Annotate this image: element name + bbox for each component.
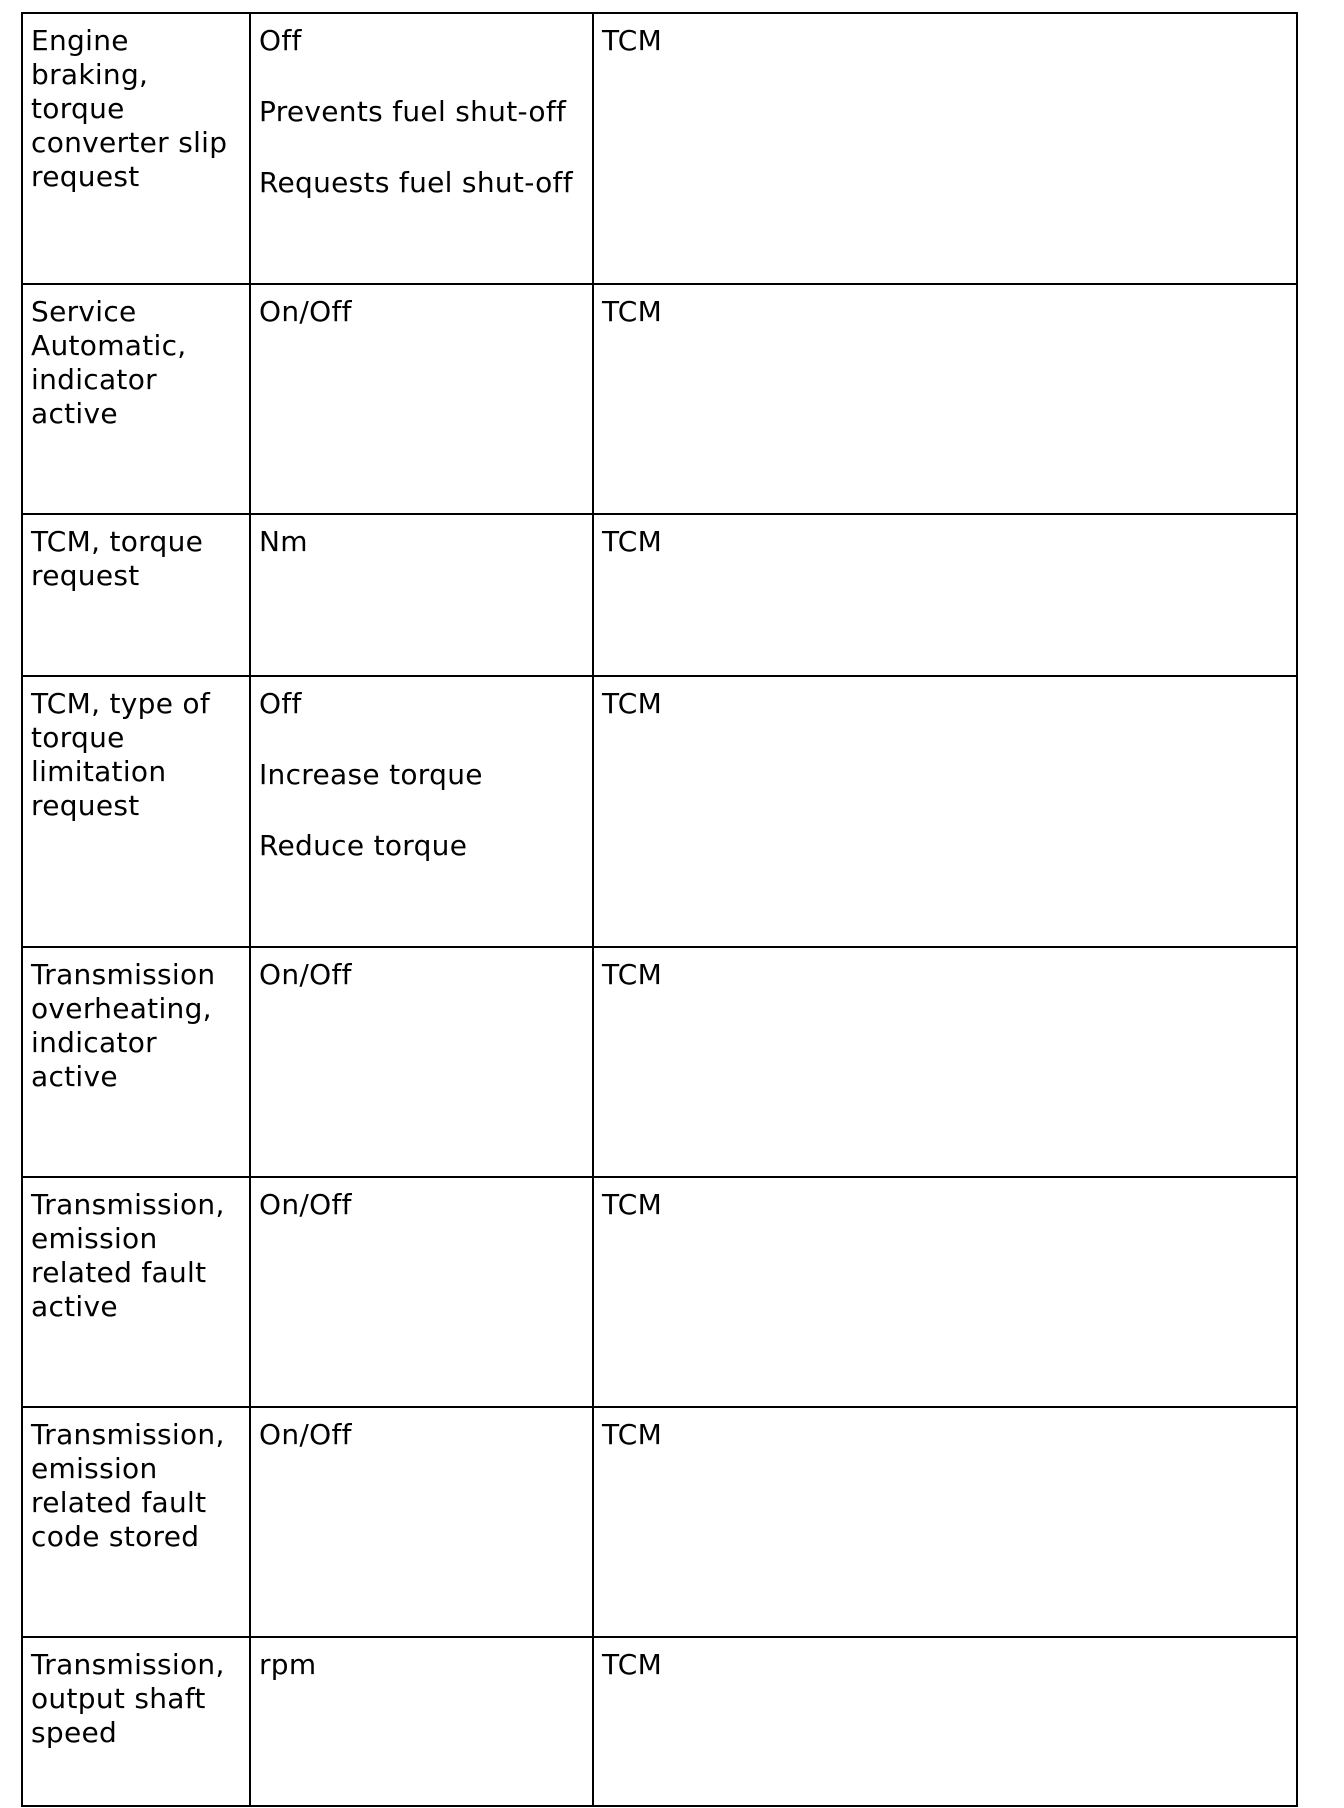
parameter-values bbox=[250, 1407, 593, 1637]
parameter-value: rpm bbox=[259, 1648, 317, 1681]
table-row bbox=[22, 514, 1297, 676]
table-row bbox=[22, 284, 1297, 514]
parameter-source: TCM bbox=[593, 1177, 1297, 1407]
table-row bbox=[22, 1177, 1297, 1407]
parameter-value: Requests fuel shut-off bbox=[259, 166, 573, 199]
parameter-name: Transmission, emission related fault active bbox=[22, 1177, 250, 1407]
parameter-source: TCM bbox=[593, 13, 1297, 284]
table-row bbox=[22, 1637, 1297, 1806]
parameters-table bbox=[21, 12, 1298, 1807]
parameter-values bbox=[250, 284, 593, 514]
table-row bbox=[22, 13, 1297, 284]
parameter-name: Transmission overheating, indicator active bbox=[22, 947, 250, 1177]
parameter-values bbox=[250, 947, 593, 1177]
parameter-source: TCM bbox=[593, 1637, 1297, 1806]
parameter-value: Prevents fuel shut-off bbox=[259, 95, 567, 128]
parameter-name: TCM, type of torque limitation request bbox=[22, 676, 250, 947]
parameter-source: TCM bbox=[593, 1407, 1297, 1637]
parameter-value: Increase torque bbox=[259, 758, 483, 791]
parameter-source: TCM bbox=[593, 676, 1297, 947]
parameter-values bbox=[250, 514, 593, 676]
parameter-value: Nm bbox=[259, 525, 308, 558]
parameter-source: TCM bbox=[593, 947, 1297, 1177]
parameter-value: Reduce torque bbox=[259, 829, 468, 862]
parameter-source: TCM bbox=[593, 284, 1297, 514]
parameter-name: Service Automatic, indicator active bbox=[22, 284, 250, 514]
parameter-value: Off bbox=[259, 687, 302, 720]
parameter-value: On/Off bbox=[259, 1188, 352, 1221]
parameter-name: Transmission, emission related fault code stored bbox=[22, 1407, 250, 1637]
parameter-name: Engine braking, torque converter slip request bbox=[22, 13, 250, 284]
parameter-values bbox=[250, 1177, 593, 1407]
parameter-value: On/Off bbox=[259, 295, 352, 328]
parameter-value: On/Off bbox=[259, 958, 352, 991]
parameter-values bbox=[250, 13, 593, 284]
table-row bbox=[22, 1407, 1297, 1637]
parameter-name: Transmission, output shaft speed bbox=[22, 1637, 250, 1806]
parameter-name: TCM, torque request bbox=[22, 514, 250, 676]
parameter-source: TCM bbox=[593, 514, 1297, 676]
parameter-value: On/Off bbox=[259, 1418, 352, 1451]
table-row bbox=[22, 947, 1297, 1177]
table-row bbox=[22, 676, 1297, 947]
parameter-value: Off bbox=[259, 24, 302, 57]
parameter-values bbox=[250, 676, 593, 947]
parameter-values bbox=[250, 1637, 593, 1806]
